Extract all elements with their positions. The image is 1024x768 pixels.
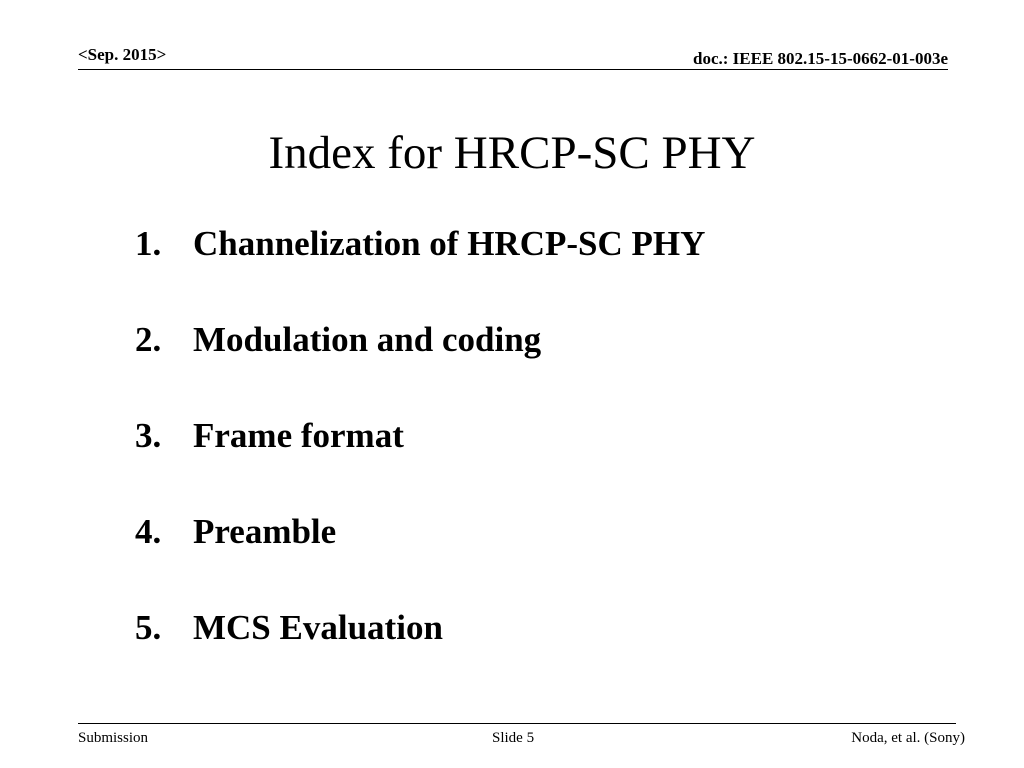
- index-item-modulation: [135, 318, 705, 414]
- footer-submission: Submission: [78, 730, 149, 746]
- index-item-label: Preamble: [193, 512, 337, 551]
- index-item-label: MCS Evaluation: [193, 608, 443, 647]
- footer-slide-number: Slide 5: [492, 730, 535, 746]
- index-item-mcs-evaluation: [135, 606, 705, 702]
- index-item-frame-format: [135, 414, 705, 510]
- header-date: <Sep. 2015>: [78, 45, 167, 64]
- index-item-label: Channelization of HRCP-SC PHY: [193, 224, 706, 263]
- header-divider: [78, 69, 948, 70]
- slide-title: Index for HRCP-SC PHY: [268, 127, 756, 180]
- index-item-number: 3.: [135, 416, 162, 455]
- index-item-channelization: [135, 222, 705, 318]
- index-item-label: Frame format: [193, 416, 404, 455]
- index-item-number: 1.: [135, 224, 162, 263]
- footer-divider: [78, 723, 956, 724]
- index-item-preamble: [135, 510, 705, 606]
- footer-authors: Noda, et al. (Sony): [851, 730, 965, 746]
- index-item-number: 5.: [135, 608, 162, 647]
- index-item-label: Modulation and coding: [193, 320, 542, 359]
- index-item-number: 2.: [135, 320, 162, 359]
- index-list: [135, 222, 705, 702]
- index-item-number: 4.: [135, 512, 162, 551]
- header-doc-id: doc.: IEEE 802.15-15-0662-01-003e: [693, 49, 948, 68]
